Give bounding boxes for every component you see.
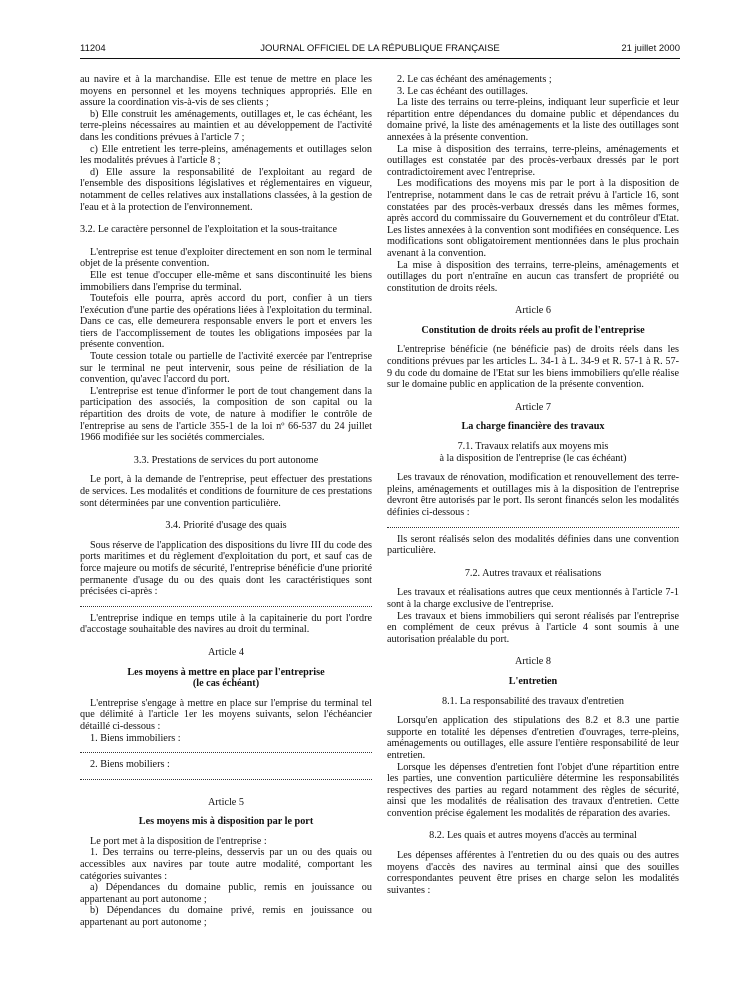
section-heading-3-4: 3.4. Priorité d'usage des quais [165, 520, 287, 532]
paragraph: Lorsque les dépenses d'entretien font l'objet d'une répartition entre les parties, une convention particulière détermine les responsabilités respectives des parties au regard notamment des règles de sécurité, ainsi que les modalités de réalisation des travaux d'entretien. Cette convention précise également les modalités de réparation des avaries. [387, 761, 679, 819]
paragraph: 1. Des terrains ou terre-pleins, desservis par un ou des quais ou accessibles aux navires par toute autre modalité, comportant les catégories suivantes : [80, 847, 372, 882]
article-8-title: L'entretien [508, 675, 558, 687]
article-6-title: Constitution de droits réels au profit de l'entreprise [421, 324, 645, 336]
paragraph: Les travaux de rénovation, modification et renouvellement des terre-pleins, aménagements et outillages mis à la disposition de l'entreprise devront être autorisés par le port. Ils seront financés selon les modalités définies ci-dessous : [387, 472, 679, 518]
paragraph: L'entreprise est tenue d'informer le port de tout changement dans la participation des associés, la composition de son capital ou la répartition des droits de vote, de nature à modifier le contrôle de l'entreprise au sens de l'article 355-1 de la loi nº 66-537 du 24 juillet 1966 modifiée sur les sociétés commerciales. [80, 385, 372, 444]
paragraph: c) Elle entretient les terre-pleins, aménagements et outillages selon les modalités prévues à l'article 8 ; [80, 143, 372, 167]
page-header [80, 43, 680, 57]
journal-title: JOURNAL OFFICIEL DE LA RÉPUBLIQUE FRANÇAISE [260, 43, 500, 54]
list-item: 1. Biens immobiliers : [90, 732, 181, 744]
paragraph: Lorsqu'en application des stipulations des 8.2 et 8.3 une partie supporte en totalité les dépenses d'entretien d'ouvrages, terre-pleins, aménagements ou outillages, elle assure l'entière responsabilité de leur entretien. [387, 715, 679, 761]
section-heading-8-1: 8.1. La responsabilité des travaux d'entretien [441, 695, 625, 707]
paragraph: Elle est tenue d'occuper elle-même et sans discontinuité les biens immobiliers dans l'emprise du terminal. [80, 269, 372, 293]
list-item: 2. Le cas échéant des aménagements ; [397, 74, 552, 85]
section-heading-7-1-cont: à la disposition de l'entreprise (le cas échéant) [439, 452, 627, 464]
article-5-title: Les moyens mis à disposition par le port [138, 816, 314, 828]
article-4-heading: Article 4 [208, 646, 244, 658]
article-7-title: La charge financière des travaux [461, 421, 605, 433]
right-column [387, 74, 679, 896]
paragraph: Les travaux et biens immobiliers qui seront réalisés par l'entreprise en complément de ceux prévus à l'article 4 sont soumis à une autorisation préalable du port. [387, 610, 679, 645]
page-number: 11204 [80, 43, 106, 54]
article-8-heading: Article 8 [515, 656, 551, 668]
section-heading-7-2: 7.2. Autres travaux et réalisations [464, 567, 602, 579]
article-4-title: Les moyens à mettre en place par l'entreprise [127, 666, 325, 678]
paragraph: au navire et à la marchandise. Elle est tenue de mettre en place les moyens en personnel et les moyens techniques appropriés. Elle en assure la coordination vis-à-vis de ses clients ; [80, 74, 372, 109]
paragraph: La mise à disposition des terrains, terre-pleins, aménagements et outillages du port n'entraîne en aucun cas transfert de propriété ou constitution de droits réels. [387, 259, 679, 294]
dotted-line [80, 746, 372, 753]
list-item: 2. Biens mobiliers : [90, 759, 170, 771]
paragraph: Le port, à la demande de l'entreprise, peut effectuer des prestations de services. Les modalités et conditions de fourniture de ces prestations sont déterminées par une convention particulière. [80, 474, 372, 509]
article-7-heading: Article 7 [515, 401, 551, 413]
paragraph: Toutefois elle pourra, après accord du port, confier à un tiers l'exécution d'une partie des opérations liées à l'exploitation du terminal. Dans ce cas, elle demeurera responsable envers le port et envers les tiers de l'accomplissement de toutes les obligations imposées par la présente convention. [80, 293, 372, 351]
paragraph: L'entreprise indique en temps utile à la capitainerie du port l'ordre d'accostage souhaitable des navires au droit du terminal. [80, 612, 372, 636]
paragraph: L'entreprise bénéficie (ne bénéficie pas) de droits réels dans les conditions prévues par les articles L. 34-1 à L. 34-9 et R. 57-1 à R. 57-9 du code du domaine de l'Etat sur les biens immobiliers qu'elle réalise sur le domaine public en application de la présente convention. [387, 344, 679, 391]
section-heading-3-3: 3.3. Prestations de services du port autonome [133, 454, 319, 466]
header-rule [80, 58, 680, 59]
article-4-subtitle: (le cas échéant) [192, 678, 260, 690]
section-heading-3-2: 3.2. Le caractère personnel de l'exploitation et la sous-traitance [80, 224, 337, 236]
paragraph: Les travaux et réalisations autres que ceux mentionnés à l'article 7-1 sont à la charge exclusive de l'entreprise. [387, 587, 679, 610]
paragraph: Sous réserve de l'application des dispositions du livre III du code des ports maritimes et du règlement d'exploitation du port, et sauf cas de force majeure ou motifs de sécurité, l'entreprise bénéficie d'une priorité permanente d'usage du ou des quais dont les caractéristiques sont précisées ci-après : [80, 539, 372, 598]
dotted-line [387, 521, 679, 528]
article-5-heading: Article 5 [208, 796, 244, 808]
list-item: 3. Le cas échéant des outillages. [397, 85, 528, 97]
article-6-heading: Article 6 [515, 305, 551, 317]
section-heading-7-1: 7.1. Travaux relatifs aux moyens mis [457, 441, 609, 453]
paragraph: Ils seront réalisés selon des modalités définies dans une convention particulière. [387, 533, 679, 557]
paragraph: Les dépenses afférentes à l'entretien du ou des quais ou des autres moyens d'accès des navires au terminal ainsi que des souilles correspondantes peuvent être prises en charge selon les modalités suivantes : [387, 850, 679, 896]
publication-date: 21 juillet 2000 [621, 43, 680, 54]
paragraph: a) Dépendances du domaine public, remis en jouissance ou appartenant au port autonome ; [80, 882, 372, 905]
paragraph: La mise à disposition des terrains, terre-pleins, aménagements et outillages est constatée par des procès-verbaux dressés par le port contradictoirement avec l'entreprise. [387, 143, 679, 178]
paragraph: Les modifications des moyens mis par le port à la disposition de l'entreprise, notamment dans le cas de retrait prévu à l'article 16, sont constatées par des procès-verbaux dressés dans les mêmes formes, après accord du commissaire du Gouvernement et du contrôleur d'Etat. Les listes annexées à la convention sont modifiées en conséquence. Les modifications sont obligatoirement mentionnées dans le plus prochain avenant à la convention. [387, 178, 679, 259]
left-column [80, 74, 372, 929]
paragraph: La liste des terrains ou terre-pleins, indiquant leur superficie et leur répartition entre dépendances du domaine public et dépendances du domaine privé, la liste des aménagements et la liste des outillages sont annexées à la présente convention. [387, 97, 679, 143]
paragraph: L'entreprise s'engage à mettre en place sur l'emprise du terminal tel que délimité à l'article 1er les moyens suivants, selon l'échéancier détaillé ci-dessous : [80, 697, 372, 732]
section-heading-8-2: 8.2. Les quais et autres moyens d'accès au terminal [429, 830, 637, 842]
paragraph: b) Dépendances du domaine privé, remis en jouissance ou appartenant au port autonome ; [80, 905, 372, 929]
dotted-line [80, 600, 372, 607]
paragraph: d) Elle assure la responsabilité de l'exploitant au regard de l'ensemble des dispositions législatives et réglementaires en vigueur, notamment de celles relatives aux installations classées, à la gestion de l'eau et à la protection de l'environnement. [80, 166, 372, 213]
paragraph: b) Elle construit les aménagements, outillages et, le cas échéant, les terre-pleins nécessaires au maintien et au développement de l'activité dans les conditions prévues à l'article 7 ; [80, 108, 372, 143]
paragraph: Le port met à la disposition de l'entreprise : [90, 835, 267, 847]
dotted-line [80, 773, 372, 780]
paragraph: L'entreprise est tenue d'exploiter directement en son nom le terminal objet de la présente convention. [80, 246, 372, 270]
paragraph: Toute cession totale ou partielle de l'activité exercée par l'entreprise sur le terminal ne peut intervenir, sous peine de résiliation de la convention, qu'avec l'accord du port. [80, 351, 372, 386]
